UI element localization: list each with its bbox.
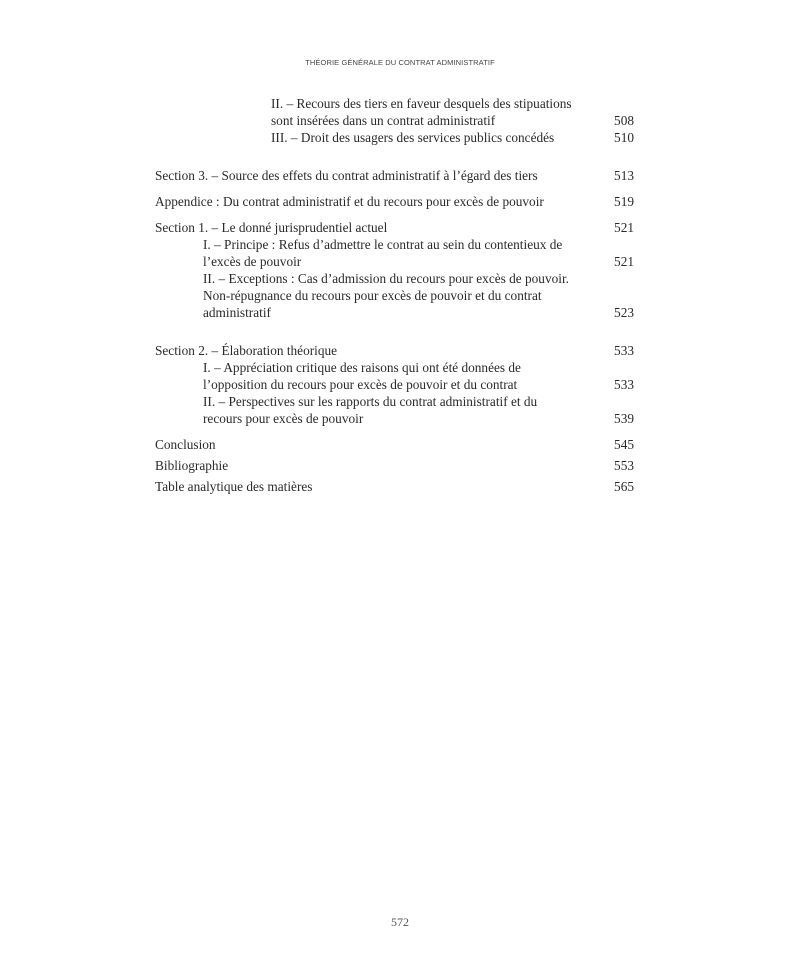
toc-entry-text: Conclusion <box>155 437 216 452</box>
toc-entry[interactable] <box>155 457 634 474</box>
toc-page-number: 553 <box>614 458 634 473</box>
toc-page-number: 533 <box>614 343 634 358</box>
toc-entry-text: l’excès de pouvoir <box>203 254 302 269</box>
toc-entry-text: Section 3. – Source des effets du contrat administratif à l’égard des tiers <box>155 168 538 183</box>
toc-entry-text: sont insérées dans un contrat administratif <box>271 113 496 128</box>
toc-page-number: 523 <box>614 305 634 320</box>
toc-entry-text: Bibliographie <box>155 458 229 473</box>
toc-page-number: 508 <box>614 113 634 128</box>
toc-page-number: 519 <box>614 194 634 209</box>
running-header: THÉORIE GÉNÉRALE DU CONTRAT ADMINISTRATIF <box>305 58 495 67</box>
toc-entry-text: Table analytique des matières <box>155 479 313 494</box>
toc-entry[interactable] <box>155 393 634 427</box>
toc-entry-text: II. – Exceptions : Cas d’admission du recours pour excès de pouvoir. <box>203 271 569 286</box>
toc-entry-text: Non-répugnance du recours pour excès de pouvoir et du contrat <box>203 288 542 303</box>
toc-entry-text: II. – Recours des tiers en faveur desquels des stipuations <box>271 96 572 111</box>
toc-entry-text: l’opposition du recours pour excès de pouvoir et du contrat <box>203 377 518 392</box>
toc-entry[interactable] <box>155 95 634 129</box>
toc-page-number: 510 <box>614 130 634 145</box>
toc-entry-text: Section 1. – Le donné jurisprudentiel actuel <box>155 220 388 235</box>
toc-entry-text: administratif <box>203 305 271 320</box>
toc-entry-text: recours pour excès de pouvoir <box>203 411 364 426</box>
toc-entry-text: Appendice : Du contrat administratif et du recours pour excès de pouvoir <box>155 194 544 209</box>
toc-entry-text: II. – Perspectives sur les rapports du contrat administratif et du <box>203 394 538 409</box>
toc-entry-text: I. – Appréciation critique des raisons qui ont été données de <box>203 360 521 375</box>
toc-entry-text: I. – Principe : Refus d’admettre le contrat au sein du contentieux de <box>203 237 563 252</box>
toc-entry-text: III. – Droit des usagers des services publics concédés <box>271 130 555 145</box>
table-of-contents <box>155 95 634 495</box>
toc-page-number: 545 <box>614 437 634 452</box>
toc-entry[interactable] <box>155 167 634 184</box>
toc-page-number: 521 <box>614 220 634 235</box>
toc-entry[interactable] <box>155 342 634 359</box>
toc-entry-text: Section 2. – Élaboration théorique <box>155 343 338 358</box>
toc-entry[interactable] <box>155 478 634 495</box>
toc-entry[interactable] <box>155 129 634 146</box>
toc-entry[interactable] <box>155 236 634 270</box>
toc-entry[interactable] <box>155 219 634 236</box>
toc-page-number: 513 <box>614 168 634 183</box>
toc-page-number: 533 <box>614 377 634 392</box>
toc-entry[interactable] <box>155 193 634 210</box>
toc-entry[interactable] <box>155 359 634 393</box>
toc-entry[interactable] <box>155 436 634 453</box>
page-number: 572 <box>391 915 409 929</box>
toc-page-number: 521 <box>614 254 634 269</box>
toc-entry[interactable] <box>155 270 634 321</box>
toc-page-number: 539 <box>614 411 634 426</box>
toc-page-number: 565 <box>614 479 634 494</box>
